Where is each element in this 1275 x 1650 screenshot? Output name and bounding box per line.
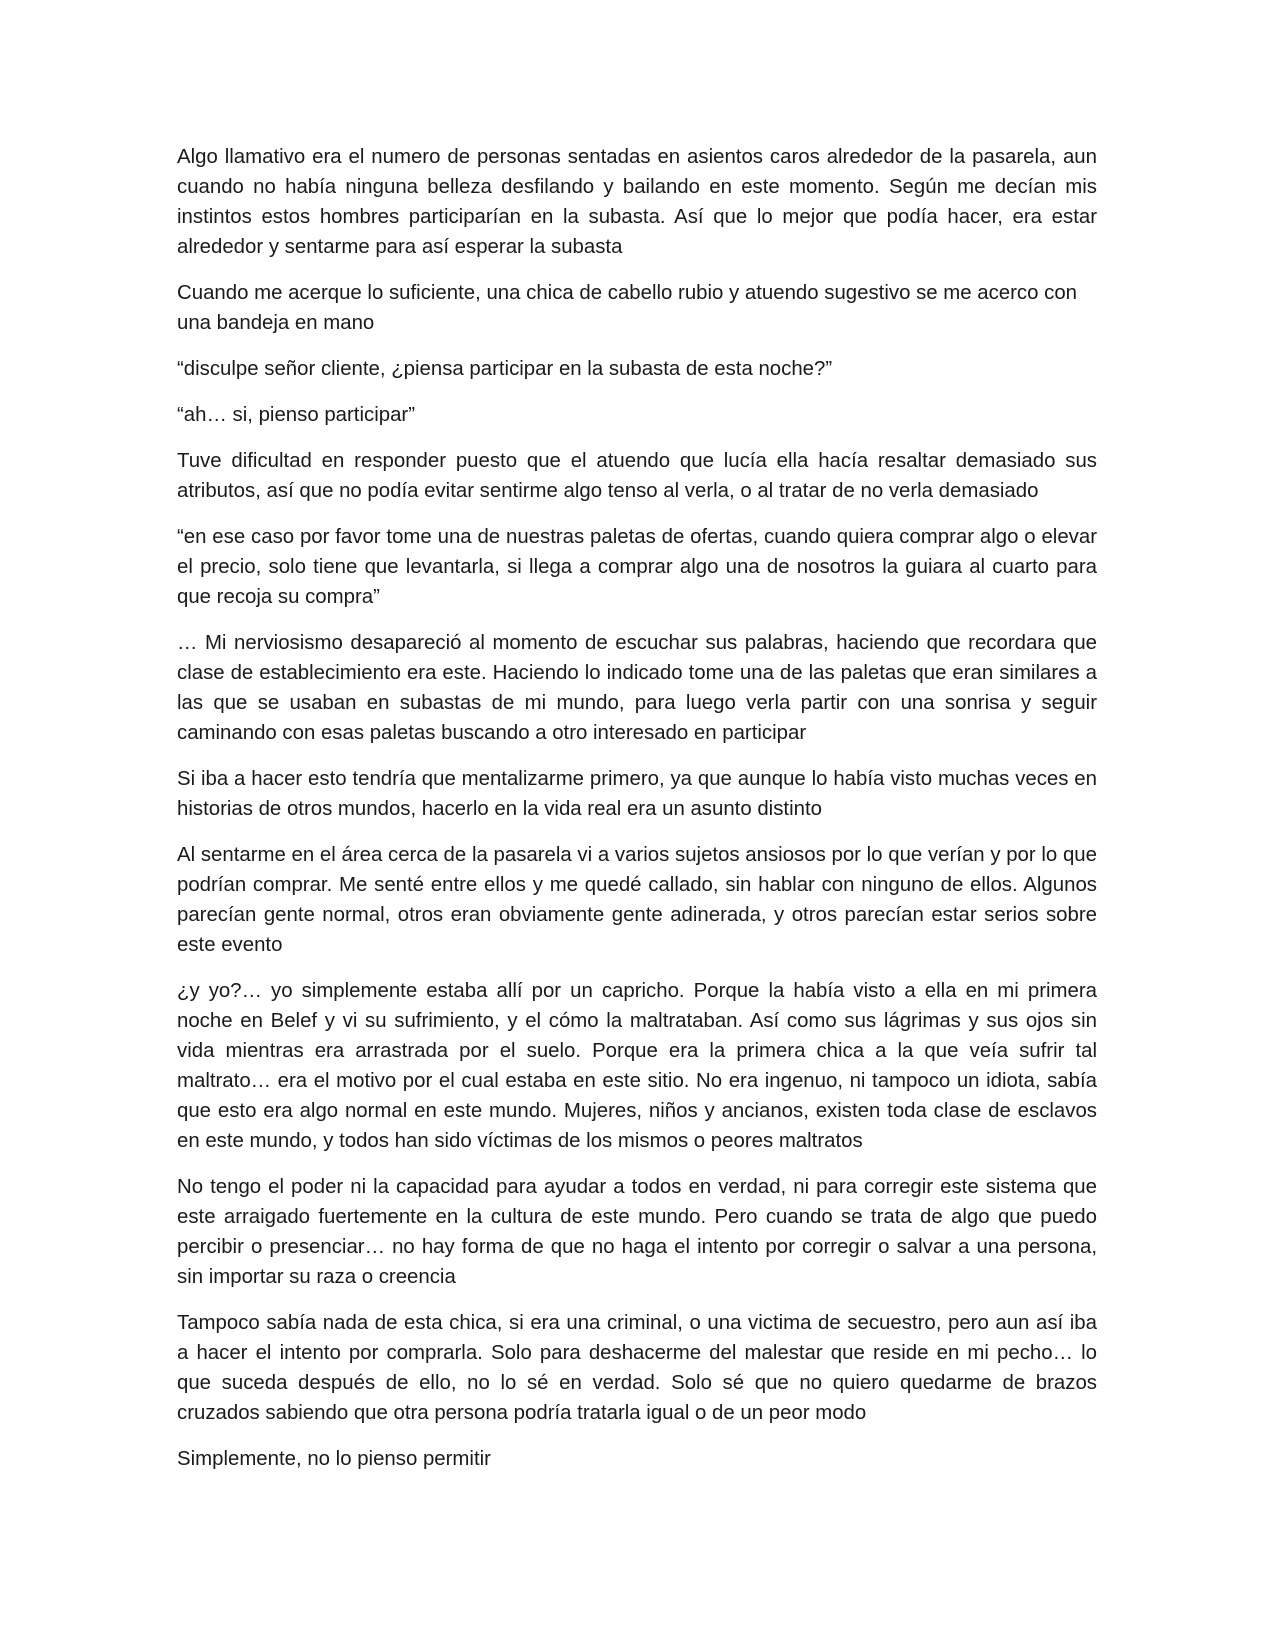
paragraph-8: Si iba a hacer esto tendría que mentalizarme primero, ya que aunque lo había visto muchas veces en historias de otros mundos, hacerlo en la vida real era un asunto distinto [177,768,1097,820]
document-page [177,142,1097,1490]
paragraph-7: … Mi nerviosismo desapareció al momento de escuchar sus palabras, haciendo que recordara que clase de establecimiento era este. Haciendo lo indicado tome una de las paletas que eran similares a las que se usaban en subastas de mi mundo, para luego verla partir con una sonrisa y seguir caminando con esas paletas buscando a otro interesado en participar [177,632,1097,744]
paragraph-11: No tengo el poder ni la capacidad para ayudar a todos en verdad, ni para corregir este sistema que este arraigado fuertemente en la cultura de este mundo. Pero cuando se trata de algo que puedo percibir o presenciar… no hay forma de que no haga el intento por corregir o salvar a una persona, sin importar su raza o creencia [177,1176,1097,1288]
paragraph-4-dialogue: “ah… si, pienso participar” [177,404,415,426]
paragraph-3-dialogue: “disculpe señor cliente, ¿piensa participar en la subasta de esta noche?” [177,358,833,380]
paragraph-12: Tampoco sabía nada de esta chica, si era una criminal, o una victima de secuestro, pero aun así iba a hacer el intento por comprarla. Solo para deshacerme del malestar que reside en mi pecho… lo que suceda después de ello, no lo sé en verdad. Solo sé que no quiero quedarme de brazos cruzados sabiendo que otra persona podría tratarla igual o de un peor modo [177,1312,1097,1424]
paragraph-2: Cuando me acerque lo suficiente, una chica de cabello rubio y atuendo sugestivo se me acerco con una bandeja en mano [177,282,1078,334]
paragraph-9: Al sentarme en el área cerca de la pasarela vi a varios sujetos ansiosos por lo que verían y por lo que podrían comprar. Me senté entre ellos y me quedé callado, sin hablar con ninguno de ellos. Algunos parecían gente normal, otros eran obviamente gente adinerada, y otros parecían estar serios sobre este evento [177,844,1097,956]
paragraph-6-dialogue: “en ese caso por favor tome una de nuestras paletas de ofertas, cuando quiera comprar algo o elevar el precio, solo tiene que levantarla, si llega a comprar algo una de nosotros la guiara al cuarto para que recoja su compra” [177,526,1097,608]
paragraph-1: Algo llamativo era el numero de personas sentadas en asientos caros alrededor de la pasarela, aun cuando no había ninguna belleza desfilando y bailando en este momento. Según me decían mis instintos estos hombres participarían en la subasta. Así que lo mejor que podía hacer, era estar alrededor y sentarme para así esperar la subasta [177,146,1097,258]
paragraph-10: ¿y yo?… yo simplemente estaba allí por un capricho. Porque la había visto a ella en mi primera noche en Belef y vi su sufrimiento, y el cómo la maltrataban. Así como sus lágrimas y sus ojos sin vida mientras era arrastrada por el suelo. Porque era la primera chica a la que veía sufrir tal maltrato… era el motivo por el cual estaba en este sitio. No era ingenuo, ni tampoco un idiota, sabía que esto era algo normal en este mundo. Mujeres, niños y ancianos, existen toda clase de esclavos en este mundo, y todos han sido víctimas de los mismos o peores maltratos [177,980,1097,1152]
paragraph-13: Simplemente, no lo pienso permitir [177,1448,491,1470]
paragraph-5: Tuve dificultad en responder puesto que el atuendo que lucía ella hacía resaltar demasiado sus atributos, así que no podía evitar sentirme algo tenso al verla, o al tratar de no verla demasiado [177,450,1097,502]
